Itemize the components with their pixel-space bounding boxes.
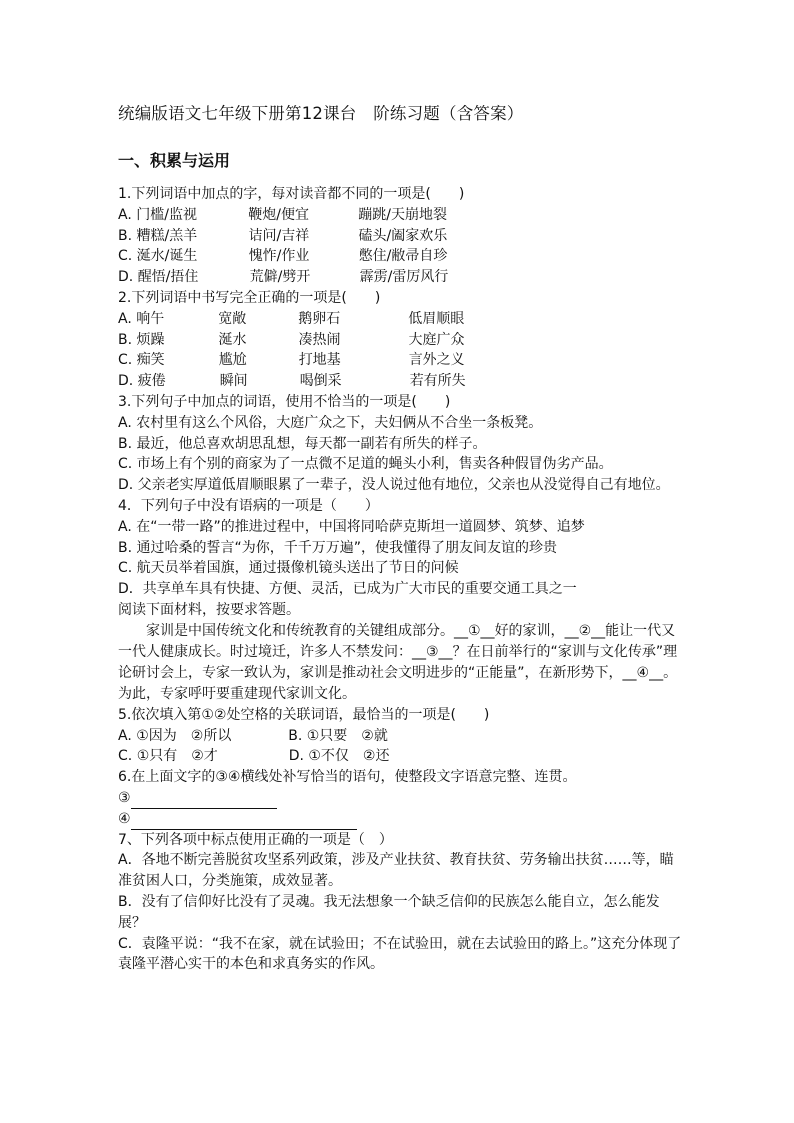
reading-intro: 阅读下面材料，按要求答题。 bbox=[118, 601, 300, 618]
question-2-option-d: D. 疲倦 瞬间 喝倒采 若有所失 bbox=[118, 373, 466, 390]
question-1-option-b: B. 糟糕/羔羊 诘问/吉祥 磕头/阖家欢乐 bbox=[118, 227, 448, 244]
blank-2: __②__ bbox=[564, 622, 606, 639]
answer-line-3: ③ bbox=[118, 788, 684, 809]
question-4-stem: 4．下列句子中没有语病的一项是（ ） bbox=[118, 497, 379, 514]
question-4-option-c: C. 航天员举着国旗，通过摄像机镜头送出了节日的问候 bbox=[118, 560, 459, 577]
section-heading: 一、积累与运用 bbox=[118, 151, 231, 170]
question-5-stem: 5.依次填入第①②处空格的关联词语，最恰当的一项是( ) bbox=[118, 706, 490, 723]
question-7-option-b: B．没有了信仰好比没有了灵魂。我无法想象一个缺乏信仰的民族怎么能自立，怎么能发展？ bbox=[118, 893, 660, 931]
question-3-option-d: D. 父亲老实厚道低眉顺眼累了一辈子，没人说过他有地位，父亲也从没觉得自己有地位。 bbox=[118, 477, 670, 494]
question-7-option-a: A．各地不断完善脱贫攻坚系列政策，涉及产业扶贫、教育扶贫、劳务输出扶贫……等，瞄准贫困人口，分类施策，成效显著。 bbox=[118, 852, 674, 890]
question-5-options-row-2: C. ①只有 ②才 D. ①不仅 ②还 bbox=[118, 748, 390, 765]
question-1-option-d: D. 醒悟/捂住 荒僻/劈开 霹雳/雷厉风行 bbox=[118, 269, 449, 286]
question-6-stem: 6.在上面文字的③④横线处补写恰当的语句，使整段文字语意完整、连贯。 bbox=[118, 769, 577, 786]
question-3-option-c: C. 市场上有个别的商家为了一点微不足道的蝇头小利，售卖各种假冒伪劣产品。 bbox=[118, 456, 613, 473]
document-page bbox=[118, 102, 684, 975]
question-3-option-b: B. 最近，他总喜欢胡思乱想，每天都一副若有所失的样子。 bbox=[118, 435, 487, 452]
question-7-stem: 7、下列各项中标点使用正确的一项是（ ） bbox=[118, 831, 393, 848]
question-4-option-a: A. 在“一带一路”的推进过程中，中国将同哈萨克斯坦一道圆梦、筑梦、追梦 bbox=[118, 518, 585, 535]
question-2-option-b: B. 烦躁 涎水 凑热闹 大庭广众 bbox=[118, 331, 465, 348]
answer-blank-4[interactable] bbox=[131, 815, 357, 830]
reading-passage: 家训是中国传统文化和传统教育的关键组成部分。__①__好的家训，__②__能让一代又一代人健康成长。时过境迁，许多人不禁发问：__③__？在日前举行的“家训与文化传承”理论研讨会上，专家一致认为，家训是推动社会文明进步的“正能量”，在新形势下，__④__。为此，专家呼吁要重建现代家训文化。 bbox=[118, 622, 678, 702]
answer-line-4: ④ bbox=[118, 809, 684, 830]
question-7-option-c: C．袁隆平说：“我不在家，就在试验田；不在试验田，就在去试验田的路上。”这充分体现了袁隆平潜心实干的本色和求真务实的作风。 bbox=[118, 935, 682, 973]
question-1-option-c: C. 涎水/诞生 愧怍/作业 憋住/敝帚自珍 bbox=[118, 248, 448, 265]
blank-4: __④__ bbox=[622, 664, 664, 681]
blank-1: __①__ bbox=[454, 622, 495, 639]
question-1-stem: 1.下列词语中加点的字，每对读音都不同的一项是( ) bbox=[118, 186, 465, 202]
question-3-stem: 3.下列句子中加点的词语，使用不恰当的一项是( ) bbox=[118, 393, 451, 410]
answer-blank-3[interactable] bbox=[131, 794, 277, 809]
question-4-option-b: B. 通过哈桑的誓言“为你，千千万万遍”，使我懂得了朋友间友谊的珍贵 bbox=[118, 539, 558, 556]
question-2-option-a: A. 响午 宽敞 鹅卵石 低眉顺眼 bbox=[118, 310, 465, 327]
question-3-option-a: A. 农村里有这么个风俗，大庭广众之下，夫妇俩从不合坐一条板凳。 bbox=[118, 414, 543, 431]
question-2-option-c: C. 痴笑 尴尬 打地基 言外之义 bbox=[118, 352, 465, 369]
question-1-option-a: A. 门槛/监视 鞭炮/便宜 蹦跳/天崩地裂 bbox=[118, 206, 447, 223]
blank-3: __③__ bbox=[412, 643, 453, 660]
question-4-option-d: D．共享单车具有快捷、方便、灵活，已成为广大市民的重要交通工具之一 bbox=[118, 581, 577, 598]
question-5-options-row-1: A. ①因为 ②所以 B. ①只要 ②就 bbox=[118, 727, 388, 744]
document-title: 统编版语文七年级下册第12课台 阶练习题（含答案） bbox=[118, 104, 524, 123]
question-2-stem: 2.下列词语中书写完全正确的一项是( ) bbox=[118, 289, 381, 306]
